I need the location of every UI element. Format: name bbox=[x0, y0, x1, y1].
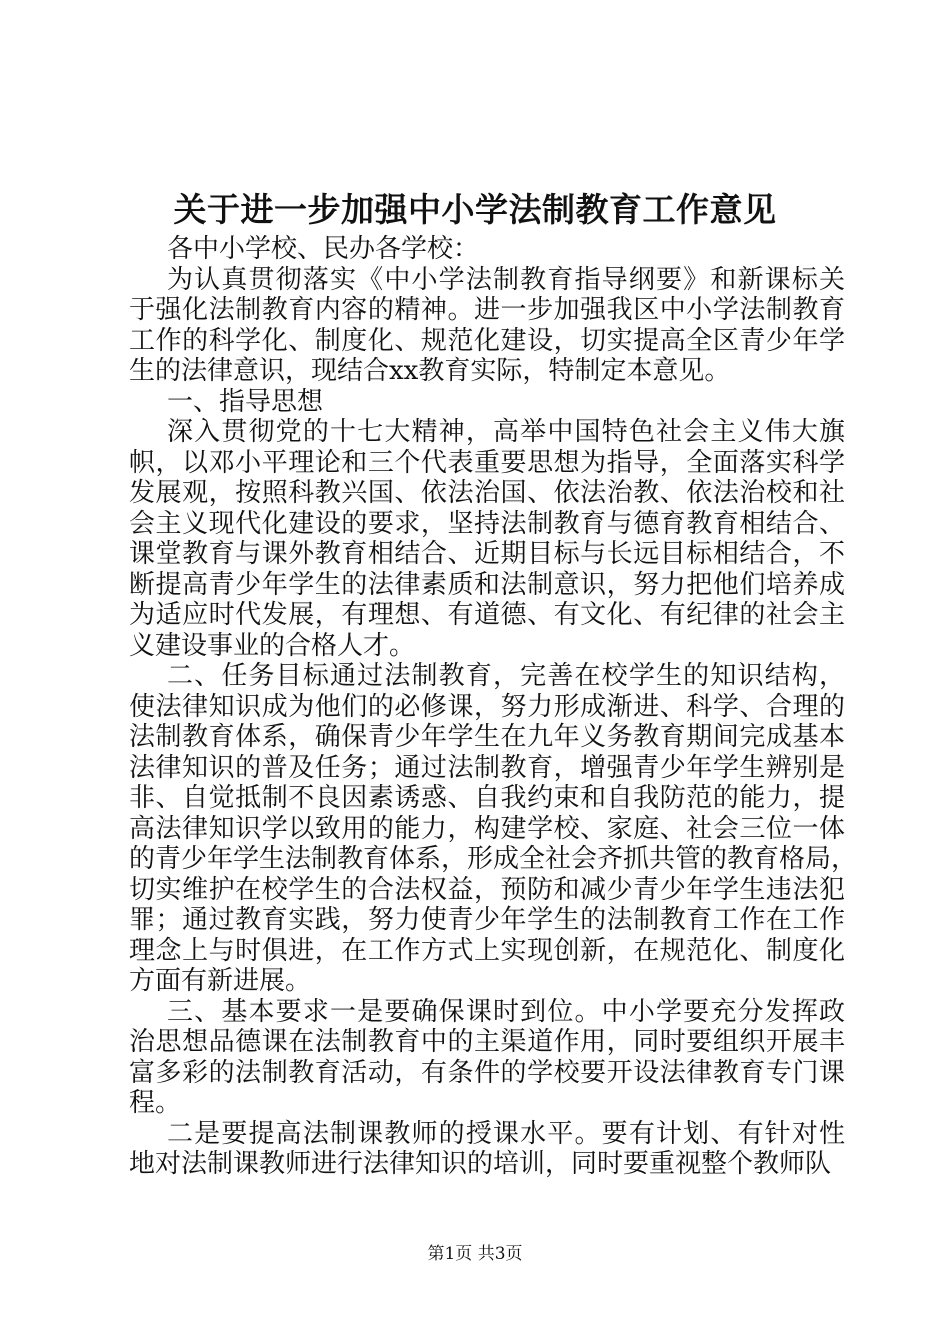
text-line: 治思想品德课在法制教育中的主渠道作用，同时要组织开展丰 bbox=[129, 1027, 845, 1057]
text-line: 为适应时代发展，有理想、有道德、有文化、有纪律的社会主 bbox=[129, 600, 845, 630]
text-line: 一、指导思想 bbox=[167, 386, 324, 417]
text-line: 为认真贯彻落实《中小学法制教育指导纲要》和新课标关 bbox=[167, 264, 845, 295]
text-line: 法制教育体系，确保青少年学生在九年义务教育期间完成基本 bbox=[129, 722, 845, 752]
text-line: 帜，以邓小平理论和三个代表重要思想为指导，全面落实科学 bbox=[129, 447, 845, 478]
text-line: 二、任务目标通过法制教育，完善在校学生的知识结构， bbox=[167, 661, 845, 691]
text-line: 地对法制课教师进行法律知识的培训，同时要重视整个教师队 bbox=[129, 1149, 832, 1179]
text-line: 方面有新进展。 bbox=[129, 966, 312, 996]
text-line: 生的法律意识，现结合xx教育实际，特制定本意见。 bbox=[129, 356, 731, 386]
paragraph-salutation bbox=[129, 234, 845, 265]
text-line: 使法律知识成为他们的必修课，努力形成渐进、科学、合理的 bbox=[129, 691, 845, 722]
text-line: 富多彩的法制教育活动，有条件的学校要开设法律教育专门课 bbox=[129, 1057, 845, 1088]
text-line: 课堂教育与课外教育相结合、近期目标与长远目标相结合，不 bbox=[129, 539, 845, 569]
text-line: 三、基本要求一是要确保课时到位。中小学要充分发挥政 bbox=[167, 996, 845, 1027]
document-body bbox=[129, 234, 858, 1180]
text-line: 理念上与时俱进，在工作方式上实现创新，在规范化、制度化 bbox=[129, 935, 845, 966]
text-line: 工作的科学化、制度化、规范化建设，切实提高全区青少年学 bbox=[129, 325, 845, 356]
text-line: 会主义现代化建设的要求，坚持法制教育与德育教育相结合、 bbox=[129, 508, 845, 539]
paragraph-teacher-level bbox=[129, 1119, 845, 1180]
text-line: 法律知识的普及任务；通过法制教育，增强青少年学生辨别是 bbox=[129, 752, 845, 783]
page-footer: 第1页 共3页 bbox=[427, 1244, 523, 1264]
text-line: 于强化法制教育内容的精神。进一步加强我区中小学法制教育 bbox=[129, 295, 845, 325]
text-line: 非、自觉抵制不良因素诱惑、自我约束和自我防范的能力，提 bbox=[129, 783, 845, 813]
text-line: 的青少年学生法制教育体系，形成全社会齐抓共管的教育格局， bbox=[129, 844, 858, 874]
text-line: 切实维护在校学生的合法权益，预防和减少青少年学生违法犯 bbox=[129, 874, 845, 905]
document-title: 关于进一步加强中小学法制教育工作意见 bbox=[173, 190, 777, 229]
text-line: 罪；通过教育实践，努力使青少年学生的法制教育工作在工作 bbox=[129, 905, 845, 935]
text-line: 程。 bbox=[129, 1088, 182, 1118]
text-line: 深入贯彻党的十七大精神，高举中国特色社会主义伟大旗 bbox=[167, 417, 845, 447]
text-line: 义建设事业的合格人才。 bbox=[129, 630, 416, 661]
paragraph-heading-1 bbox=[129, 387, 845, 418]
paragraph-intro bbox=[129, 265, 845, 387]
text-line: 高法律知识学以致用的能力，构建学校、家庭、社会三位一体 bbox=[129, 813, 845, 844]
text-line: 发展观，按照科教兴国、依法治国、依法治教、依法治校和社 bbox=[129, 478, 845, 508]
paragraph-guiding-thought bbox=[129, 417, 845, 661]
paragraph-basic-requirements bbox=[129, 997, 845, 1119]
text-line: 各中小学校、民办各学校： bbox=[167, 234, 480, 264]
text-line: 断提高青少年学生的法律素质和法制意识，努力把他们培养成 bbox=[129, 569, 845, 600]
paragraph-task-goals bbox=[129, 661, 858, 997]
text-line: 二是要提高法制课教师的授课水平。要有计划、有针对性 bbox=[167, 1118, 845, 1149]
